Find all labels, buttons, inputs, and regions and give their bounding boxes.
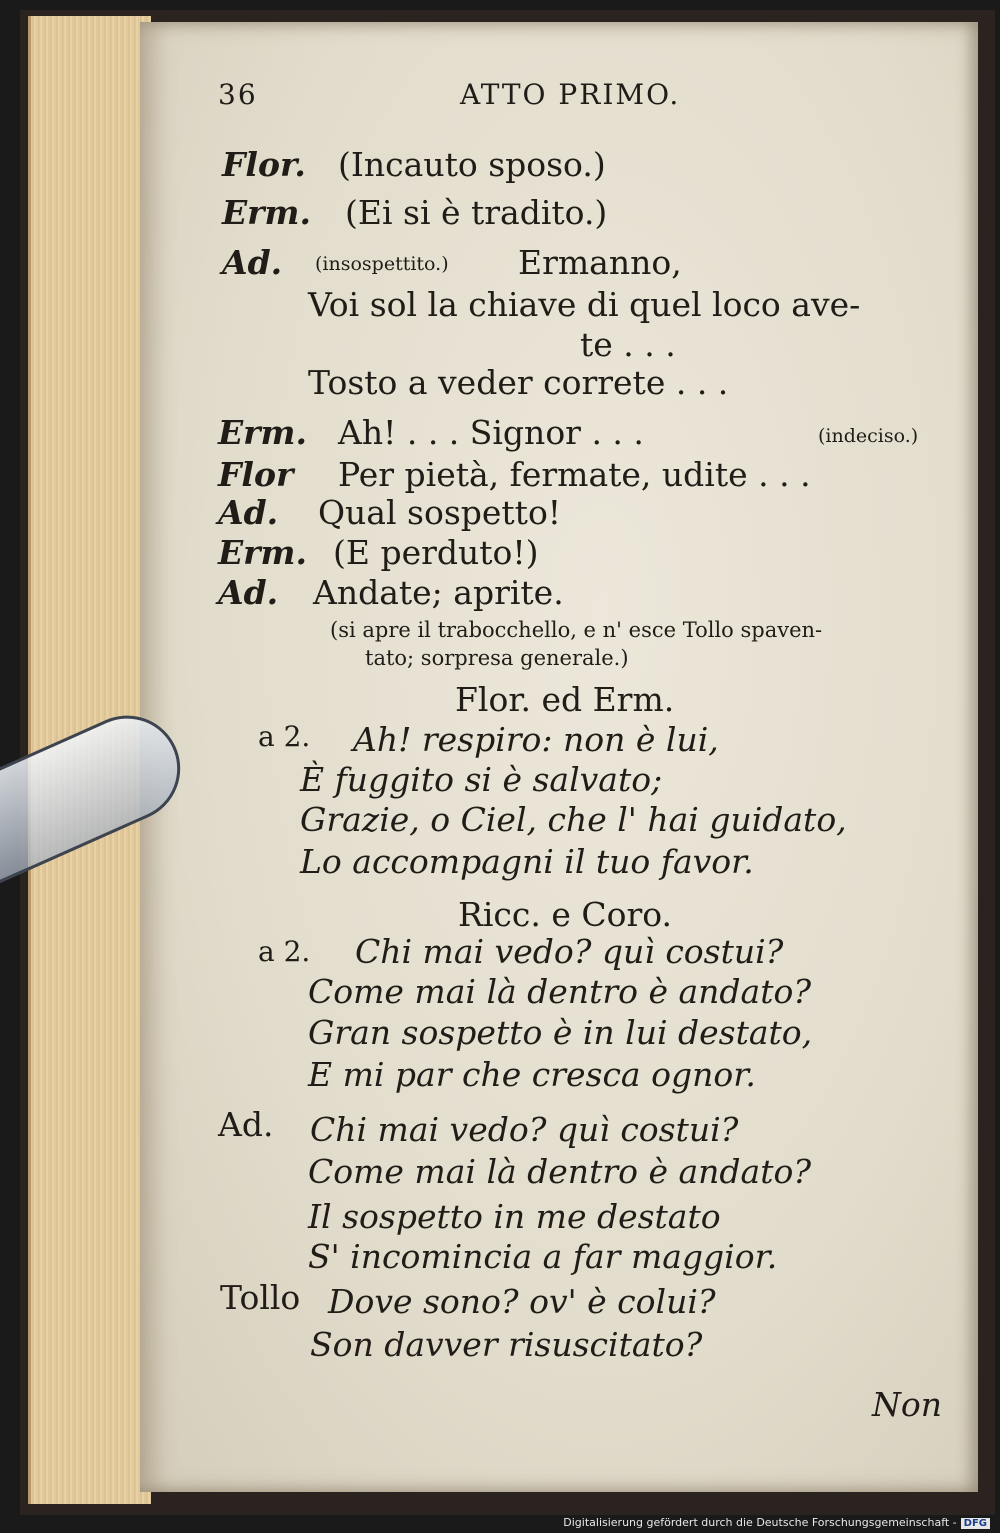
verse-line: Come mai là dentro è andato? [308,972,812,1011]
verse-line: Ah! respiro: non è lui, [353,720,719,759]
dialogue-line: Andate; aprite. [313,573,564,612]
dialogue-line: Qual sospetto! [318,493,562,532]
dialogue-line: Voi sol la chiave di quel loco ave- [308,285,861,324]
dialogue-line: (Ei si è tradito.) [345,193,608,232]
character-heading: Flor. ed Erm. [455,680,675,719]
stage-direction: (insospettito.) [315,253,449,275]
speaker-label: Flor. [222,145,306,184]
verse-line: Dove sono? ov' è colui? [328,1282,716,1321]
character-heading: Ricc. e Coro. [458,895,673,934]
ensemble-marker: a 2. [258,935,311,968]
speaker-label: Erm. [218,533,307,572]
dialogue-line: Per pietà, fermate, udite . . . [338,455,811,494]
verse-line: È fuggito si è salvato; [300,760,663,799]
page-number: 36 [218,78,258,111]
speaker-label: Ad. [218,573,279,612]
footer-credit [560,1516,990,1532]
ensemble-marker: a 2. [258,720,311,753]
speaker-label: Ad. [218,1105,274,1144]
verse-line: Gran sospetto è in lui destato, [308,1013,813,1052]
verse-line: Il sospetto in me destato [308,1197,721,1236]
verse-line: Son davver risuscitato? [310,1325,703,1364]
dialogue-line: Ah! . . . Signor . . . [338,413,644,452]
running-title: ATTO PRIMO. [460,78,681,111]
speaker-label: Ad. [218,493,279,532]
speaker-label: Tollo [220,1278,301,1317]
dfg-logo-icon: DFG [961,1518,990,1529]
verse-line: Grazie, o Ciel, che l' hai guidato, [300,800,847,839]
verse-line: Lo accompagni il tuo favor. [300,842,754,881]
dialogue-line: (Incauto sposo.) [338,145,606,184]
dialogue-line: (E perduto!) [333,533,539,572]
verse-line: E mi par che cresca ognor. [308,1055,756,1094]
speaker-label: Erm. [218,413,307,452]
verse-line: S' incomincia a far maggior. [308,1237,778,1276]
stage-direction: (indeciso.) [818,425,919,447]
verse-line: Come mai là dentro è andato? [308,1152,812,1191]
dialogue-line: Tosto a veder correte . . . [308,363,729,402]
catchword: Non [872,1385,942,1424]
verse-line: Chi mai vedo? quì costui? [310,1110,739,1149]
dialogue-line: Ermanno, [518,243,682,282]
speaker-label: Erm. [222,193,311,232]
speaker-label: Ad. [222,243,283,282]
speaker-label: Flor [218,455,294,494]
stage-direction: (si apre il trabocchello, e n' esce Tollo spaven- [330,618,823,642]
footer-credit-text: Digitalisierung gefördert durch die Deutsche Forschungsgemeinschaft - [563,1516,957,1529]
stage-direction: tato; sorpresa generale.) [365,646,629,670]
verse-line: Chi mai vedo? quì costui? [355,932,784,971]
dialogue-line: te . . . [580,325,676,364]
